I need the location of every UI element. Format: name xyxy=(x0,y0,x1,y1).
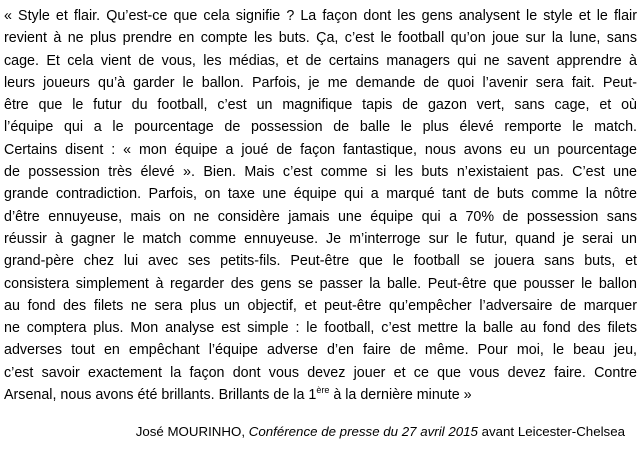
quote-line: leurs joueurs qu’à garder le ballon. Parfois, je me demande de quoi l’avenir sera fait. Peut- xyxy=(4,74,637,91)
ordinal-superscript: ère xyxy=(316,385,330,396)
quote-last-line-tail: à la dernière minute » xyxy=(329,387,472,404)
quote-line: ne comptera plus. Mon analyse est simple : le football, c’est mettre la balle au fond des filets xyxy=(4,320,637,337)
attribution-author: José MOURINHO, xyxy=(135,424,249,439)
quote-paragraph xyxy=(4,5,637,406)
quote-line: de possession très élevé ». Bien. Mais c’est comme si les buts n’existaient pas. C’est une xyxy=(4,164,637,181)
quote-line: c’est savoir exactement la façon dont vous devez jouer et ce que vous devez faire. Contre xyxy=(4,364,637,381)
quote-line: grande contradiction. Parfois, on taxe une équipe qui a marqué tant de buts comme la nôtre xyxy=(4,186,637,203)
quote-line: revient à ne plus prendre en compte les buts. Ça, c’est le football qu’on joue sur la lune, sans xyxy=(4,30,637,47)
quote-line: consistera simplement à regarder des gens se passer la balle. Peut-être que pousser le ballon xyxy=(4,275,637,292)
document-page xyxy=(4,0,637,457)
quote-line: d’être ennuyeuse, mais on ne considère jamais une équipe qui a 70% de possession sans xyxy=(4,208,637,225)
attribution xyxy=(136,423,625,441)
quote-line: l’équipe qui a le pourcentage de possession de balle le plus élevé remporte le match. xyxy=(4,119,637,136)
quote-last-line xyxy=(4,384,637,406)
quote-line: cage. Et cela vient de vous, les médias, et de certains managers qui ne savent apprendre à xyxy=(4,52,637,69)
quote-line: grand-père chez lui avec ses petits-fils. Peut-être que le football se jouera sans buts, et xyxy=(4,253,637,270)
quote-line: « Style et flair. Qu’est-ce que cela signifie ? La façon dont les gens analysent le style et le flair xyxy=(4,8,637,24)
attribution-source: Conférence de presse du 27 avril 2015 xyxy=(248,424,478,439)
quote-line: adverses tout en empêchant l’équipe adverse d’en faire de même. Pour moi, le beau jeu, xyxy=(4,342,637,359)
quote-line: être que le futur du football, c’est un magnifique tapis de gazon vert, sans cage, et où xyxy=(4,97,637,114)
quote-line: au fond des filets ne sera plus un objectif, et peut-être qu’empêcher l’adversaire de marquer xyxy=(4,297,637,314)
quote-line: réussir à gagner le match comme ennuyeuse. Je m’interroge sur le futur, quand je serai un xyxy=(4,230,637,247)
attribution-context: avant Leicester-Chelsea xyxy=(477,424,625,439)
quote-last-line-text: Arsenal, nous avons été brillants. Brillants de la 1 xyxy=(4,387,317,404)
quote-line: Certains disent : « mon équipe a joué de façon fantastique, nous avons eu un pourcentage xyxy=(4,141,637,158)
